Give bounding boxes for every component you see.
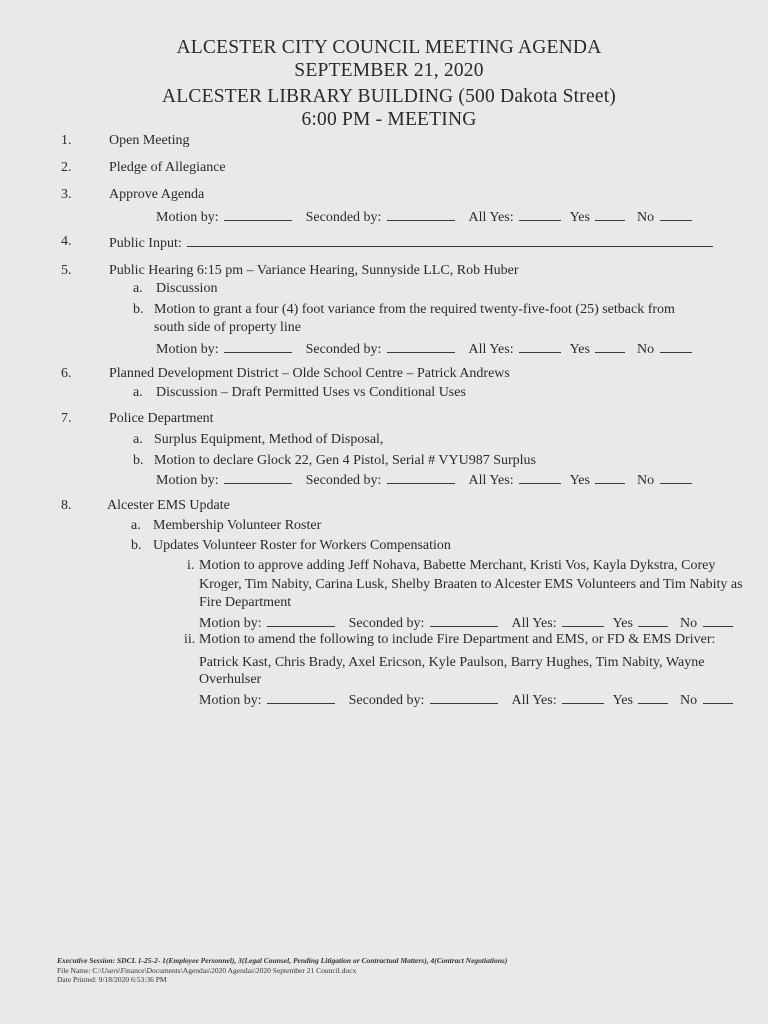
sub-item-discussion: Discussion: [156, 281, 218, 296]
motion-amend-drivers-cont2: Overhulser: [199, 672, 262, 687]
sub-sub-marker: i.: [187, 558, 195, 573]
no-blank: [660, 339, 692, 353]
all-yes-blank: [519, 339, 561, 353]
yes-label: Yes: [569, 473, 590, 488]
yes-blank: [595, 470, 625, 484]
item-number: 6.: [61, 366, 72, 381]
motion-by-label: Motion by:: [156, 342, 219, 357]
sub-marker: b.: [133, 453, 144, 468]
sub-marker: a.: [133, 432, 143, 447]
all-yes-label: All Yes:: [511, 616, 557, 631]
no-label: No: [679, 693, 698, 708]
seconded-by-label: Seconded by:: [305, 342, 382, 357]
motion-by-blank: [224, 207, 292, 221]
sub-marker: a.: [133, 281, 143, 296]
no-blank: [703, 613, 733, 627]
item-police-department: Police Department: [109, 411, 214, 426]
sub-marker: b.: [131, 538, 142, 553]
motion-row: [199, 613, 735, 632]
seconded-by-label: Seconded by:: [305, 210, 382, 225]
motion-by-blank: [267, 690, 335, 704]
public-input-blank: [187, 233, 713, 247]
all-yes-label: All Yes:: [468, 342, 514, 357]
yes-label: Yes: [612, 616, 633, 631]
motion-approve-volunteers-cont: Kroger, Tim Nabity, Carina Lusk, Shelby Braaten to Alcester EMS Volunteers and Tim Nabity as: [199, 577, 743, 592]
item-number: 2.: [61, 160, 72, 175]
seconded-by-blank: [387, 207, 455, 221]
motion-amend-drivers-cont: Patrick Kast, Chris Brady, Axel Ericson, Kyle Paulson, Barry Hughes, Tim Nabity, Wayne: [199, 655, 705, 670]
public-input-label: Public Input:: [109, 236, 182, 251]
sub-item-draft-uses: Discussion – Draft Permitted Uses vs Conditional Uses: [156, 385, 466, 400]
motion-by-label: Motion by:: [199, 693, 262, 708]
date-printed-note: Date Printed: 9/18/2020 6:53:36 PM: [57, 975, 167, 984]
motion-row: [156, 470, 694, 489]
sub-item-membership-roster: Membership Volunteer Roster: [153, 518, 322, 533]
item-number: 4.: [61, 234, 72, 249]
seconded-by-label: Seconded by:: [348, 693, 425, 708]
no-label: No: [636, 473, 655, 488]
sub-marker: b.: [133, 302, 144, 317]
motion-approve-volunteers: Motion to approve adding Jeff Nohava, Babette Merchant, Kristi Vos, Kayla Dykstra, Corey: [199, 558, 716, 573]
item-public-hearing: Public Hearing 6:15 pm – Variance Hearing, Sunnyside LLC, Rob Huber: [109, 263, 519, 278]
yes-blank: [638, 613, 668, 627]
yes-blank: [638, 690, 668, 704]
motion-approve-volunteers-cont2: Fire Department: [199, 595, 292, 610]
motion-by-blank: [224, 470, 292, 484]
motion-row: [156, 339, 694, 358]
motion-row: [199, 690, 735, 709]
yes-blank: [595, 207, 625, 221]
no-label: No: [636, 342, 655, 357]
sub-marker: a.: [131, 518, 141, 533]
no-blank: [703, 690, 733, 704]
seconded-by-blank: [430, 690, 498, 704]
meeting-date: SEPTEMBER 21, 2020: [294, 60, 484, 81]
sub-marker: a.: [133, 385, 143, 400]
item-number: 5.: [61, 263, 72, 278]
all-yes-label: All Yes:: [468, 210, 514, 225]
motion-row: [156, 207, 694, 226]
no-blank: [660, 470, 692, 484]
sub-item-variance-motion-cont: south side of property line: [154, 320, 301, 335]
no-blank: [660, 207, 692, 221]
seconded-by-label: Seconded by:: [348, 616, 425, 631]
sub-sub-marker: ii.: [184, 632, 196, 647]
seconded-by-blank: [387, 339, 455, 353]
sub-item-workers-comp: Updates Volunteer Roster for Workers Compensation: [153, 538, 451, 553]
motion-amend-drivers: Motion to amend the following to include Fire Department and EMS, or FD & EMS Driver:: [199, 632, 716, 647]
motion-by-label: Motion by:: [156, 210, 219, 225]
item-number: 3.: [61, 187, 72, 202]
seconded-by-label: Seconded by:: [305, 473, 382, 488]
yes-blank: [595, 339, 625, 353]
seconded-by-blank: [387, 470, 455, 484]
yes-label: Yes: [569, 210, 590, 225]
item-open-meeting: Open Meeting: [109, 133, 190, 148]
all-yes-blank: [519, 470, 561, 484]
all-yes-blank: [562, 690, 604, 704]
motion-by-blank: [224, 339, 292, 353]
seconded-by-blank: [430, 613, 498, 627]
meeting-location: ALCESTER LIBRARY BUILDING (500 Dakota Street): [161, 86, 616, 107]
item-planned-development: Planned Development District – Olde School Centre – Patrick Andrews: [109, 366, 510, 381]
yes-label: Yes: [569, 342, 590, 357]
sub-item-glock-surplus: Motion to declare Glock 22, Gen 4 Pistol, Serial # VYU987 Surplus: [154, 453, 536, 468]
item-ems-update: Alcester EMS Update: [107, 498, 230, 513]
executive-session-note: Executive Session: SDCL 1-25-2- 1(Employee Personnel), 3(Legal Counsel, Pending Litigation or Contractual Matters), 4(Contract Negotiations): [57, 956, 508, 965]
sub-item-surplus-equipment: Surplus Equipment, Method of Disposal,: [154, 432, 384, 447]
all-yes-blank: [562, 613, 604, 627]
yes-label: Yes: [612, 693, 633, 708]
item-pledge: Pledge of Allegiance: [109, 160, 226, 175]
item-approve-agenda: Approve Agenda: [109, 187, 205, 202]
all-yes-label: All Yes:: [468, 473, 514, 488]
no-label: No: [679, 616, 698, 631]
motion-by-label: Motion by:: [156, 473, 219, 488]
item-number: 1.: [61, 133, 72, 148]
motion-by-blank: [267, 613, 335, 627]
agenda-title: ALCESTER CITY COUNCIL MEETING AGENDA: [176, 37, 602, 58]
meeting-time: 6:00 PM - MEETING: [301, 109, 477, 130]
item-number: 7.: [61, 411, 72, 426]
item-public-input: [109, 233, 715, 252]
motion-by-label: Motion by:: [199, 616, 262, 631]
item-number: 8.: [61, 498, 72, 513]
no-label: No: [636, 210, 655, 225]
all-yes-label: All Yes:: [511, 693, 557, 708]
all-yes-blank: [519, 207, 561, 221]
sub-item-variance-motion: Motion to grant a four (4) foot variance from the required twenty-five-foot (25) setback from: [154, 302, 675, 317]
file-name-note: File Name: C:\Users\Finance\Documents\Agendas\2020 Agendas\2020 September 21 Council.docx: [57, 966, 357, 975]
